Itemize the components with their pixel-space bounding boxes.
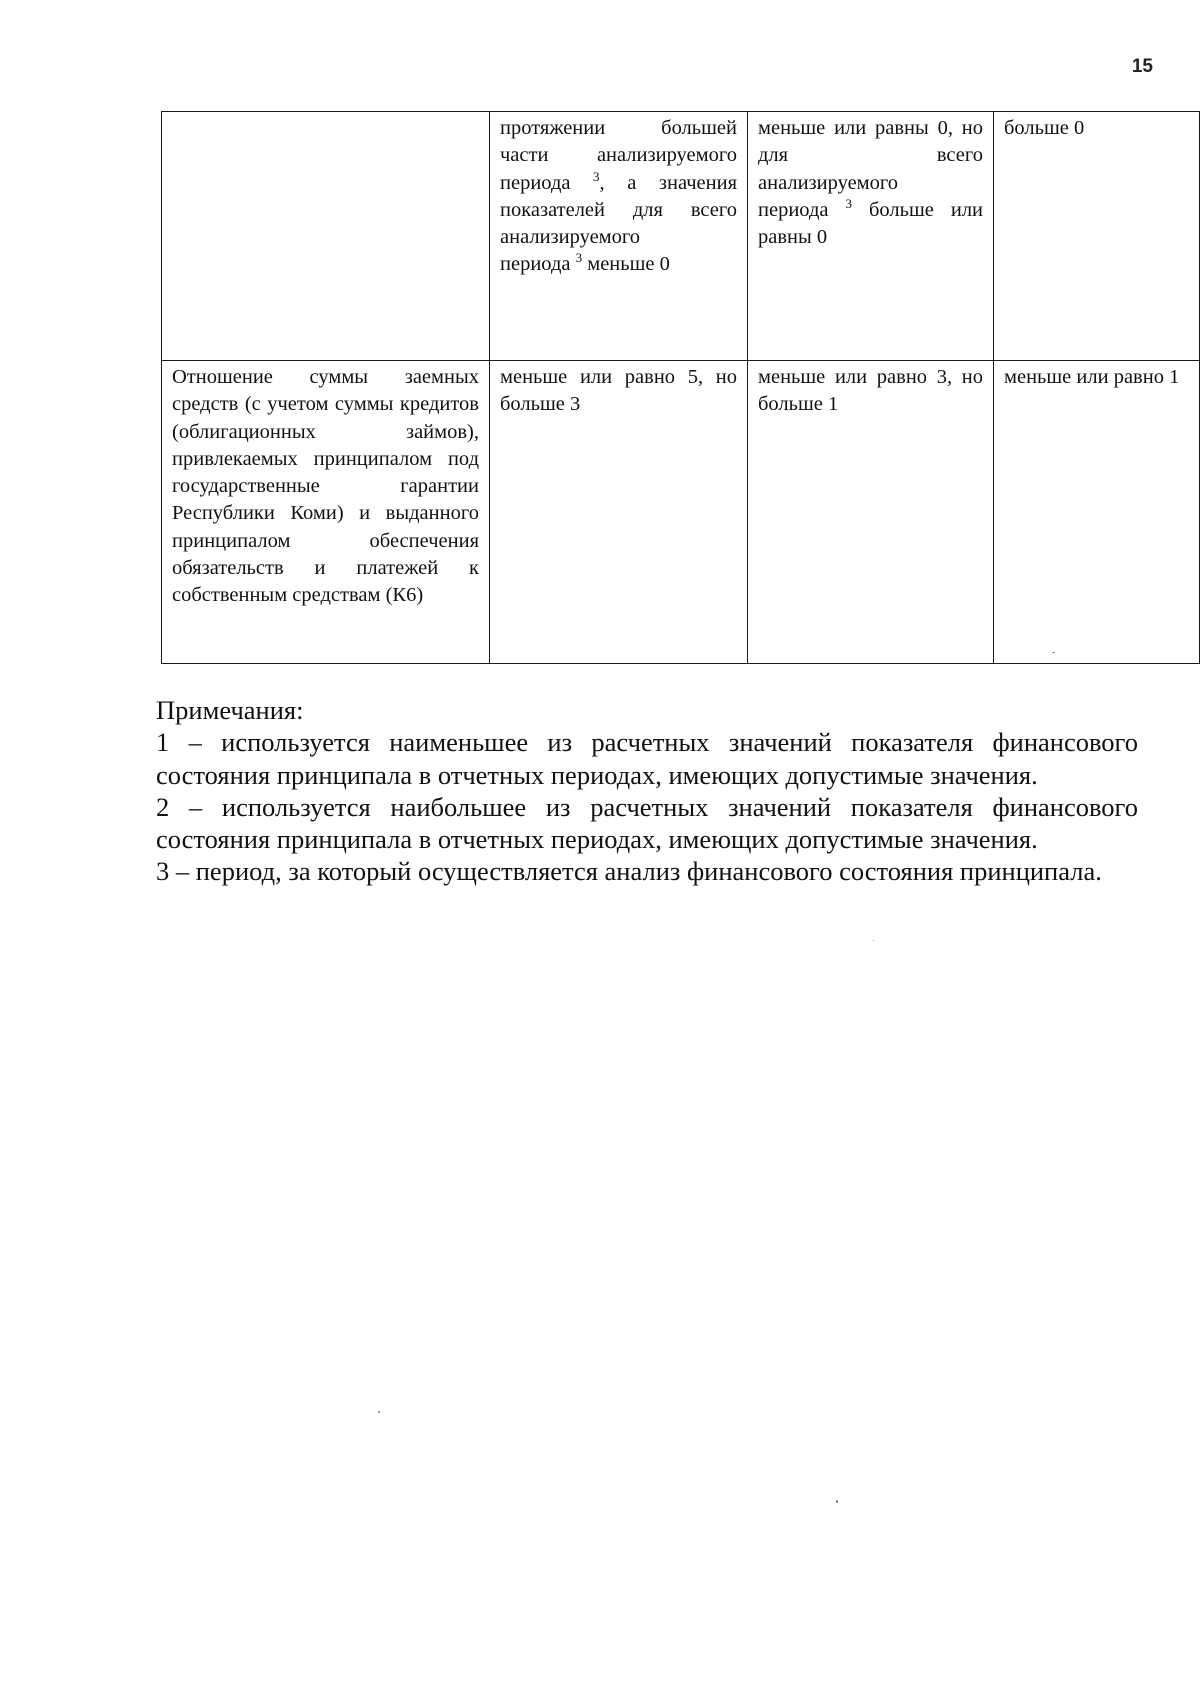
indicator-name-cell: Отношение суммы заемных средств (с учетом суммы кредитов (облигационных займов), привлекаемых принципалом под государственные гарантии Республики Коми) и выданного принципалом обеспечения обязательств и платежей к собственным средствам (К6) — [162, 361, 490, 664]
table-cell: больше 0 — [994, 112, 1200, 361]
footnote-ref: 3 — [593, 168, 600, 184]
notes-heading: Примечания: — [156, 695, 304, 725]
page-number: 15 — [1131, 56, 1153, 77]
table-cell: меньше или равно 5, но больше 3 — [490, 361, 748, 664]
criteria-table — [161, 111, 1200, 664]
footnote-ref: 3 — [845, 195, 852, 211]
cell-text: больше или равны 0 — [758, 198, 984, 249]
table-row — [162, 361, 1200, 664]
table-cell: меньше или равно 1 — [994, 361, 1200, 664]
notes-section — [156, 694, 1138, 888]
cell-text: протяжении большей части анализируемого периода — [500, 117, 737, 194]
table-cell — [162, 112, 490, 361]
footnote-ref: 3 — [575, 250, 583, 266]
note-item: 2 – используется наибольшее из расчетных значений показателя финансового состояния принципала в отчетных периодах, имеющих допустимые значения. — [156, 791, 1138, 855]
note-item: 3 – период, за который осуществляется анализ финансового состояния принципала. — [156, 856, 1102, 887]
table-cell: меньше или равно 3, но больше 1 — [748, 361, 994, 664]
cell-text: меньше 0 — [587, 253, 670, 276]
scan-speck — [873, 940, 874, 941]
table-row — [162, 112, 1200, 361]
table-cell — [748, 112, 994, 361]
scan-speck — [1052, 652, 1055, 653]
table-cell — [490, 112, 748, 361]
cell-text: меньше или равны 0, но для всего анализируемого периода — [758, 117, 983, 221]
cell-text: , а значения показателей для всего анализируемого периода — [500, 171, 738, 276]
scan-speck — [378, 1411, 380, 1413]
note-item: 1 – используется наименьшее из расчетных значений показателя финансового состояния принципала в отчетных периодах, имеющих допустимые значения. — [156, 727, 1138, 790]
scan-speck — [836, 1500, 838, 1503]
